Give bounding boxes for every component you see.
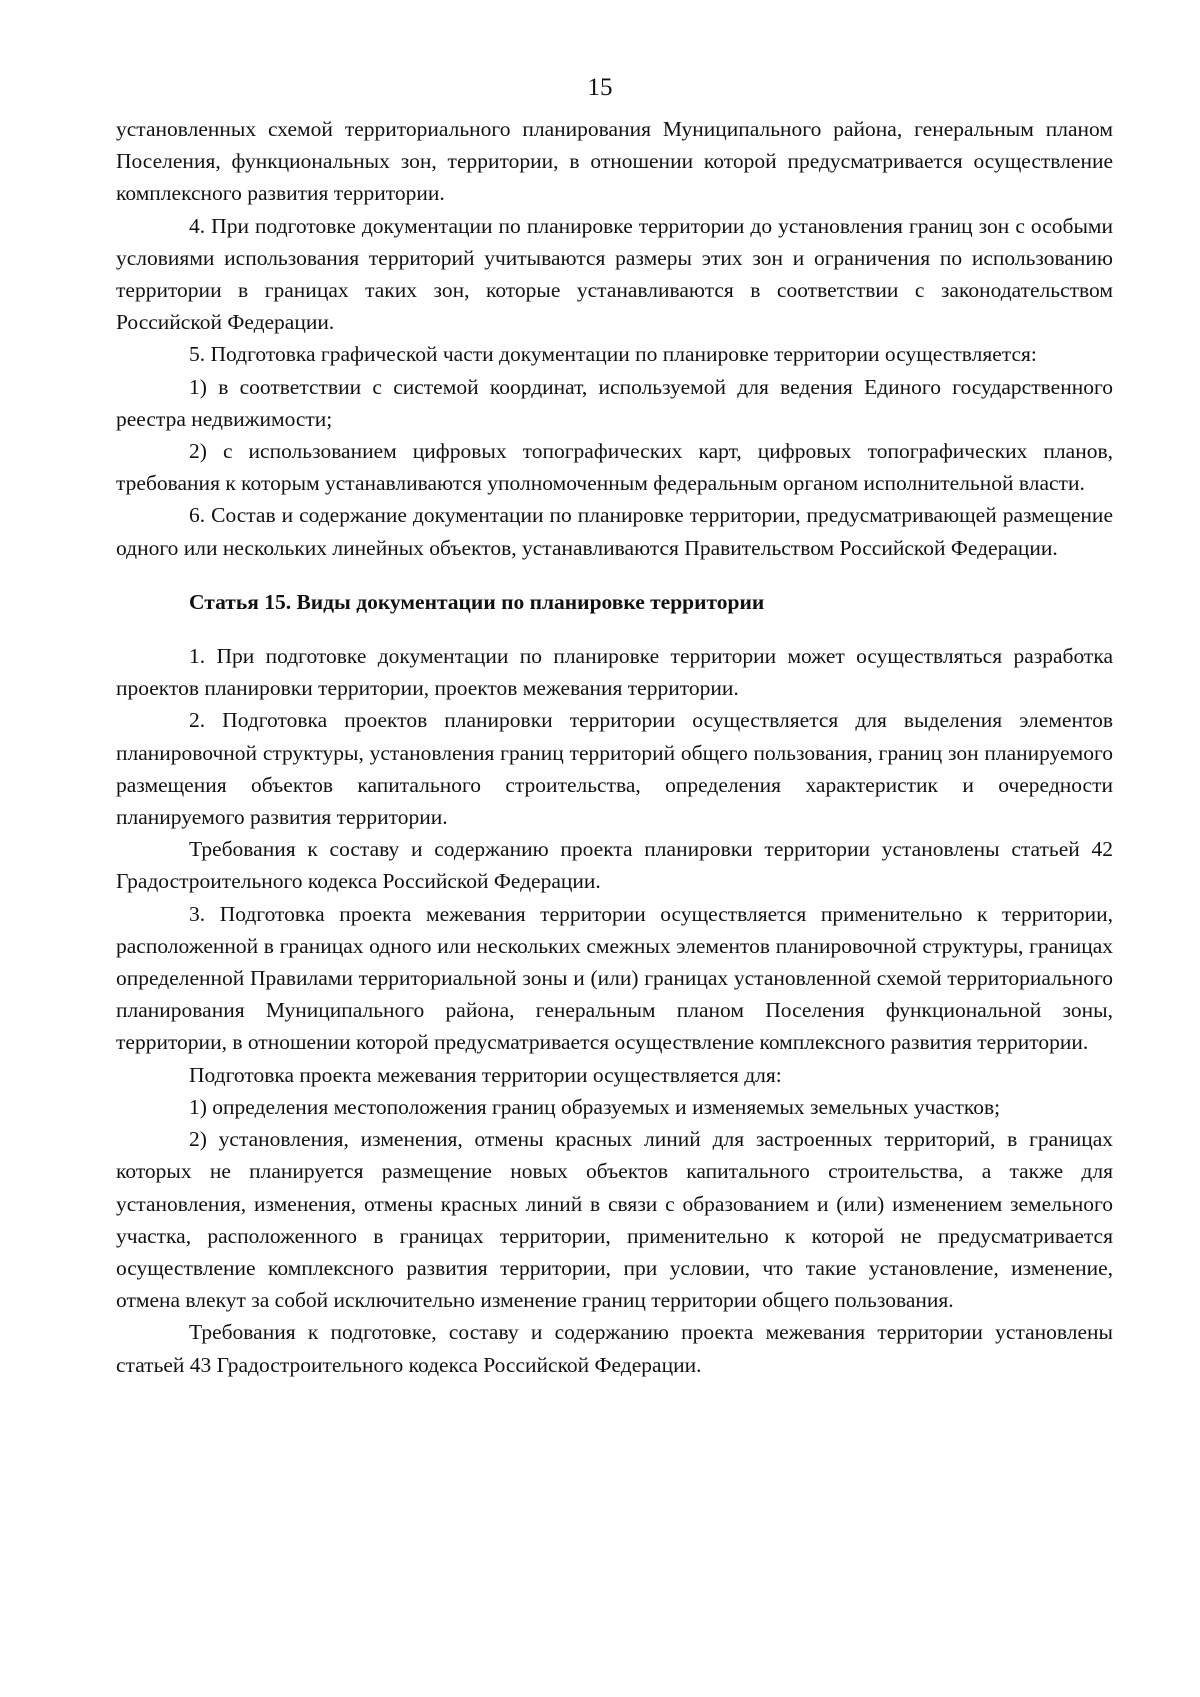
article-paragraph-purpose-intro: Подготовка проекта межевания территории осуществляется для: — [189, 1062, 782, 1087]
article-subitem-2: 2) установления, изменения, отмены красных линий для застроенных территорий, в границах которых не планируется размещение новых объектов капитального строительства, а также для установления, изменения, отмены красных линий в связи с образованием и (или) изменением земельного участка, расположенного в границах территории, применительно к которой не предусматривается осуществление комплексного развития территории, при условии, что такие установление, изменение, отмена влекут за собой исключительно изменение границ территории общего пользования. — [116, 1127, 1113, 1313]
article-paragraph-1: 1. При подготовке документации по планировке территории может осуществляться разработка проектов планировки территории, проектов межевания территории. — [116, 644, 1113, 701]
paragraph-item-6: 6. Состав и содержание документации по планировке территории, предусматривающей размещение одного или нескольких линейных объектов, устанавливаются Правительством Российской Федерации. — [116, 503, 1113, 560]
paragraph-subitem-1: 1) в соответствии с системой координат, используемой для ведения Единого государственного реестра недвижимости; — [116, 374, 1113, 431]
paragraph-item-4: 4. При подготовке документации по планировке территории до установления границ зон с особыми условиями использования территорий учитываются размеры этих зон и ограничения по использованию территории в границах таких зон, которые устанавливаются в соответствии с законодательством Российской Федерации. — [116, 213, 1113, 335]
document-body — [116, 113, 1113, 1381]
paragraph-subitem-2: 2) с использованием цифровых топографических карт, цифровых топографических планов, требования к которым устанавливаются уполномоченным федеральным органом исполнительной власти. — [116, 439, 1113, 496]
page-number: 15 — [587, 74, 613, 101]
article-paragraph-requirements-planning: Требования к составу и содержанию проекта планировки территории установлены статьей 42 Градостроительного кодекса Российской Федерации. — [116, 837, 1113, 894]
paragraph-continuation: установленных схемой территориального планирования Муниципального района, генеральным планом Поселения, функциональных зон, территории, в отношении которой предусматривается осуществление комплексного развития территории. — [116, 117, 1113, 206]
article-paragraph-2: 2. Подготовка проектов планировки территории осуществляется для выделения элементов планировочной структуры, установления границ территорий общего пользования, границ зон планируемого размещения объектов капитального строительства, определения характеристик и очередности планируемого развития территории. — [116, 708, 1113, 830]
article-paragraph-3: 3. Подготовка проекта межевания территории осуществляется применительно к территории, расположенной в границах одного или нескольких смежных элементов планировочной структуры, границах определенной Правилами территориальной зоны и (или) границах установленной схемой территориального планирования Муниципального района, генеральным планом Поселения функциональной зоны, территории, в отношении которой предусматривается осуществление комплексного развития территории. — [116, 901, 1113, 1055]
article-heading: Статья 15. Виды документации по планировке территории — [189, 589, 765, 614]
article-paragraph-requirements-survey: Требования к подготовке, составу и содержанию проекта межевания территории установлены статьей 43 Градостроительного кодекса Российской Федерации. — [116, 1320, 1113, 1377]
article-subitem-1: 1) определения местоположения границ образуемых и изменяемых земельных участков; — [189, 1094, 1001, 1119]
paragraph-item-5: 5. Подготовка графической части документации по планировке территории осуществляется: — [189, 342, 1037, 367]
